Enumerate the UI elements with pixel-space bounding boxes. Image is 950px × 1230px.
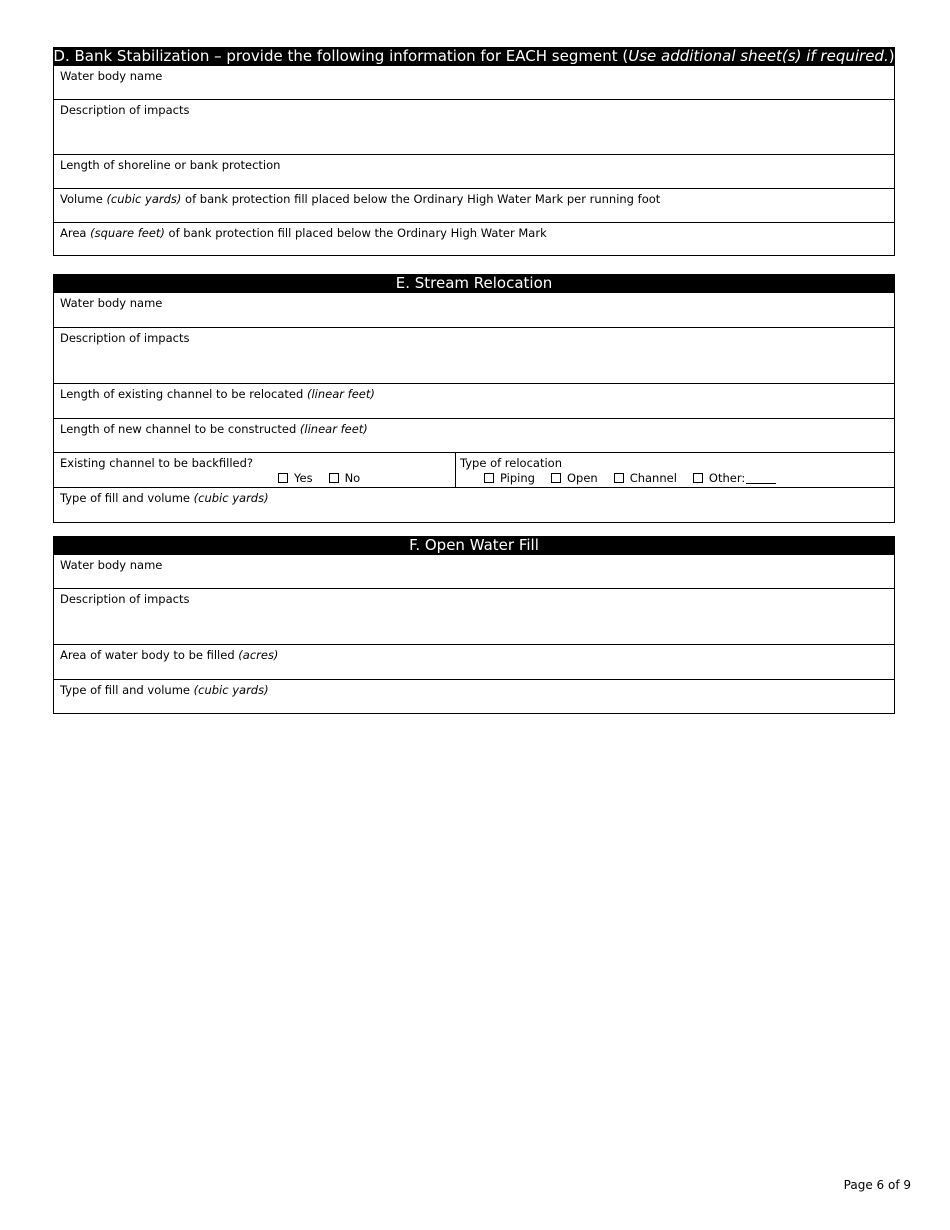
f-impacts-field[interactable]: [54, 588, 894, 644]
e-fill-volume-label: Type of fill and volume (cubic yards): [60, 491, 269, 505]
e-fill-volume-field[interactable]: [54, 487, 894, 522]
e-water-body-field[interactable]: [54, 293, 894, 327]
e-new-channel-label: Length of new channel to be constructed (linear feet): [60, 422, 368, 436]
backfilled-no-option[interactable]: No: [329, 471, 361, 485]
section-f-header: F. Open Water Fill: [53, 536, 895, 555]
d-impacts-field[interactable]: [54, 99, 894, 154]
d-volume-label: Volume (cubic yards) of bank protection fill placed below the Ordinary High Water Mark per running foot: [60, 192, 661, 206]
d-impacts-label: Description of impacts: [60, 103, 190, 117]
section-open-water-fill: [53, 536, 895, 714]
d-length-field[interactable]: [54, 154, 894, 188]
e-existing-channel-length-field[interactable]: [54, 383, 894, 418]
e-backfill-relocation-row: [54, 452, 894, 487]
e-existing-channel-label: Length of existing channel to be relocated (linear feet): [60, 387, 375, 401]
section-e-header: E. Stream Relocation: [53, 274, 895, 293]
e-impacts-field[interactable]: [54, 327, 894, 383]
d-water-body-label: Water body name: [60, 69, 163, 83]
e-impacts-label: Description of impacts: [60, 331, 190, 345]
relocation-channel-option[interactable]: Channel: [614, 471, 677, 485]
section-stream-relocation: [53, 274, 895, 523]
backfilled-yes-option[interactable]: Yes: [278, 471, 313, 485]
f-water-body-label: Water body name: [60, 558, 163, 572]
other-text-field[interactable]: [746, 473, 776, 484]
d-length-label: Length of shoreline or bank protection: [60, 158, 281, 172]
d-area-label: Area (square feet) of bank protection fill placed below the Ordinary High Water Mark: [60, 226, 547, 240]
section-bank-stabilization: [53, 47, 895, 256]
f-fill-volume-field[interactable]: [54, 679, 894, 713]
f-fill-volume-label: Type of fill and volume (cubic yards): [60, 683, 269, 697]
relocation-piping-option[interactable]: Piping: [484, 471, 535, 485]
f-area-label: Area of water body to be filled (acres): [60, 648, 279, 662]
e-relocation-type-label: Type of relocation: [460, 456, 562, 470]
open-checkbox[interactable]: [551, 473, 561, 483]
yes-checkbox[interactable]: [278, 473, 288, 483]
d-area-field[interactable]: [54, 222, 894, 255]
d-volume-field[interactable]: [54, 188, 894, 222]
f-area-field[interactable]: [54, 644, 894, 679]
relocation-open-option[interactable]: Open: [551, 471, 598, 485]
e-backfilled-label: Existing channel to be backfilled?: [60, 456, 254, 470]
d-water-body-field[interactable]: [54, 66, 894, 99]
e-relocation-type-field: [456, 453, 894, 487]
no-checkbox[interactable]: [329, 473, 339, 483]
e-new-channel-length-field[interactable]: [54, 418, 894, 452]
f-impacts-label: Description of impacts: [60, 592, 190, 606]
f-water-body-field[interactable]: [54, 555, 894, 588]
channel-checkbox[interactable]: [614, 473, 624, 483]
e-water-body-label: Water body name: [60, 296, 163, 310]
section-d-header: D. Bank Stabilization – provide the following information for EACH segment (Use additional sheet(s) if required.): [53, 47, 895, 65]
relocation-other-option[interactable]: Other:: [693, 471, 776, 485]
piping-checkbox[interactable]: [484, 473, 494, 483]
page-number: Page 6 of 9: [843, 1178, 911, 1192]
other-checkbox[interactable]: [693, 473, 703, 483]
e-backfilled-field: [54, 453, 456, 487]
